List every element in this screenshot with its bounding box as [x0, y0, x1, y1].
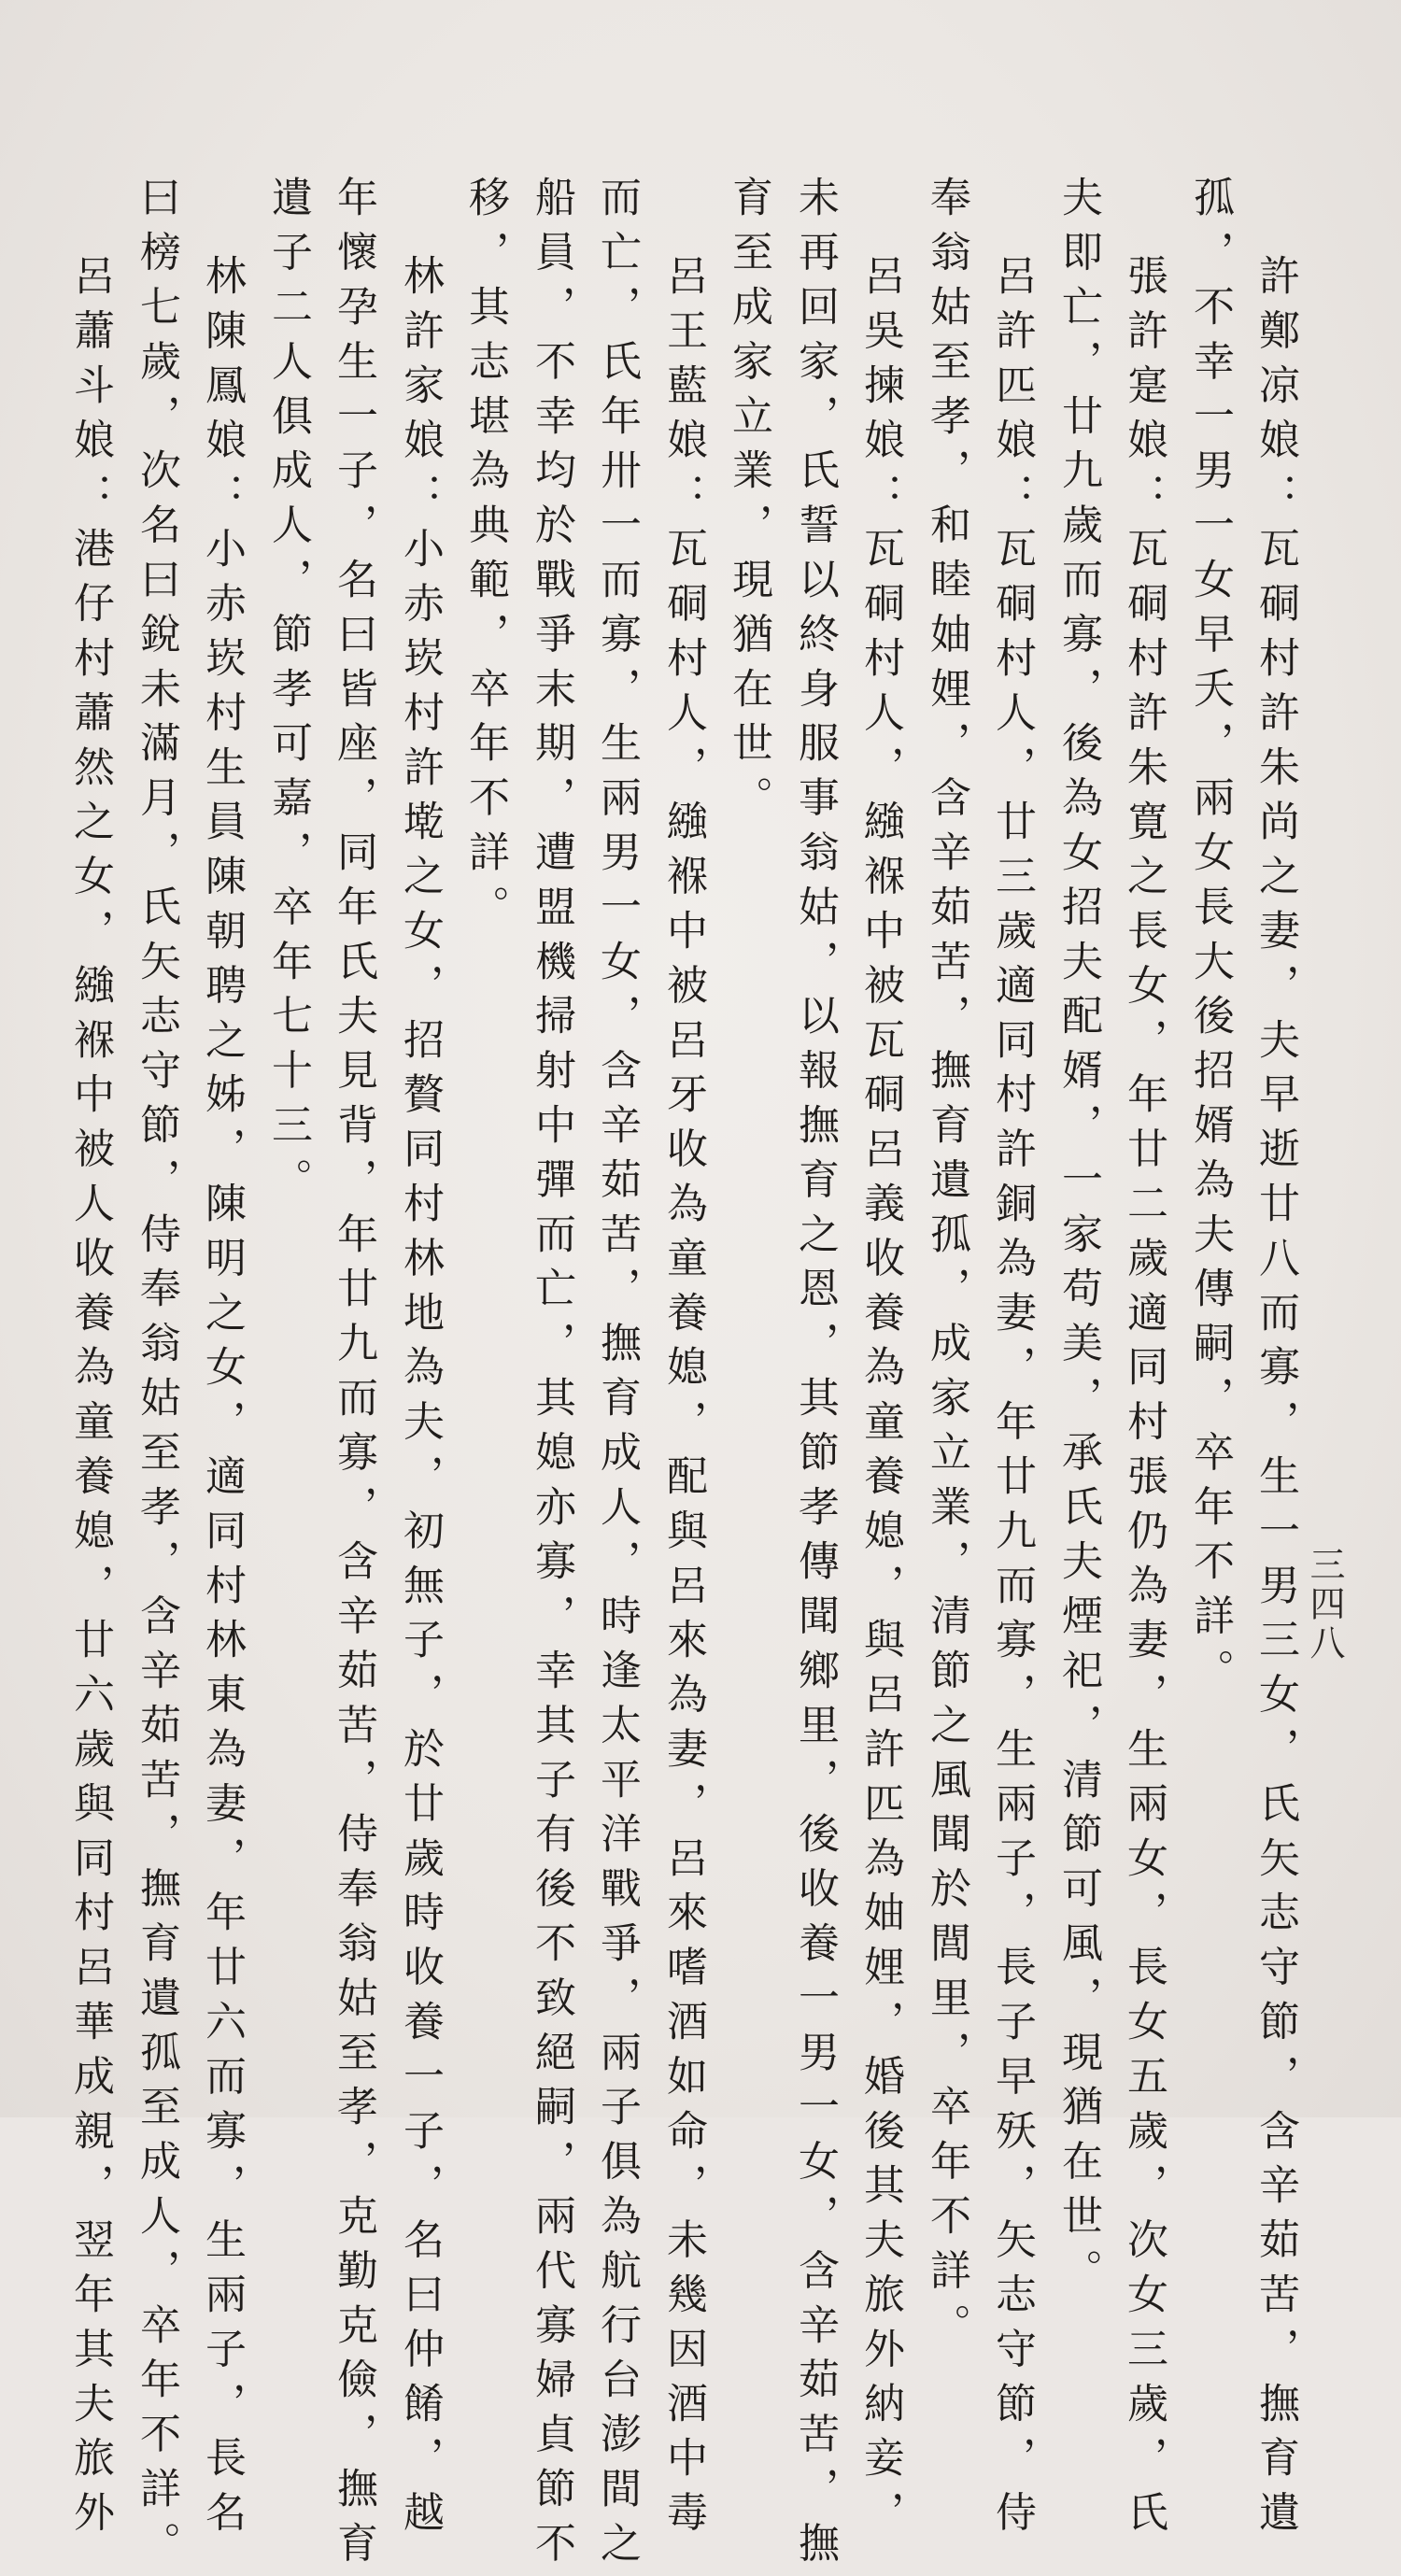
column-text: 呂王藍娘：瓦硐村人，繈褓中被呂牙收為童養媳，配與呂來為妻，呂來嗜酒如命，未幾因酒中毒: [659, 254, 707, 2545]
text-column: [1050, 0, 1106, 2303]
text-column: [457, 0, 513, 2117]
text-column: [260, 0, 316, 2117]
text-column: [1115, 0, 1171, 2545]
column-text: 年懷孕生一子，名曰皆座，同年氏夫見背，年廿九而寡，含辛茹苦，侍奉翁姑至孝，克勤克儉，撫育: [330, 176, 377, 2576]
column-text: 孤，不幸一男一女早夭，兩女長大後招婿為夫傳嗣，卒年不詳。: [1186, 176, 1234, 1704]
column-text: 而亡，氏年卅一而寡，生兩男一女，含辛茹苦，撫育成人，時逢太平洋戰爭，兩子俱為航行台澎間之: [593, 176, 641, 2576]
text-column: [984, 0, 1040, 2545]
text-column: [62, 0, 118, 2545]
column-text: 育至成家立業，現猶在世。: [725, 176, 772, 830]
text-column: [128, 0, 184, 2576]
text-column: [1247, 0, 1303, 2545]
text-column: [391, 0, 447, 2545]
column-text: 呂蕭斗娘：港仔村蕭然之女，繈褓中被人收養為童養媳，廿六歲與同村呂華成親，翌年其夫旅外: [66, 254, 114, 2545]
column-text: 張許寔娘：瓦硐村許朱寛之長女，年廿二歲適同村張仍為妻，生兩女，長女五歲，次女三歲，氏: [1120, 254, 1168, 2545]
column-text: 許鄭凉娘：瓦硐村許朱尚之妻，夫早逝廿八而寡，生一男三女，氏矢志守節，含辛茹苦，撫育遺: [1252, 254, 1299, 2545]
text-column: [655, 0, 711, 2545]
column-text: 呂許匹娘：瓦硐村人，廿三歲適同村許銅為妻，年廿九而寡，生兩子，長子早殀，矢志守節，侍: [988, 254, 1036, 2545]
text-column: [193, 0, 249, 2545]
column-text: 曰榜七歲，次名曰銳未滿月，氏矢志守節，侍奉翁姑至孝，含辛茹苦，撫育遺孤至成人，卒年不詳。: [133, 176, 180, 2576]
text-column: [1182, 0, 1238, 2117]
text-column: [720, 0, 776, 2117]
column-text: 林陳鳳娘：小赤崁村生員陳朝聘之姊，陳明之女，適同村林東為妻，年廿六而寡，生兩子，長名: [198, 254, 246, 2545]
text-column: [325, 0, 381, 2576]
column-text: 未再回家，氏誓以終身服事翁姑，以報撫育之恩，其節孝傳聞鄉里，後收養一男一女，含辛茹苦，撫: [791, 176, 839, 2576]
text-column: [588, 0, 644, 2576]
text-column: [523, 0, 579, 2576]
column-text: 遺子二人俱成人，節孝可嘉，卒年七十三。: [264, 176, 312, 1212]
column-text: 船員，不幸均於戰爭末期，遭盟機掃射中彈而亡，其媳亦寡，幸其子有後不致絕嗣，兩代寡婦貞節不: [528, 176, 575, 2576]
column-text: 呂吳揀娘：瓦硐村人，繈褓中被瓦硐呂義收養為童養媳，與呂許匹為妯娌，婚後其夫旅外納妾，: [856, 254, 904, 2545]
column-text: 夫即亡，廿九歲而寡，後為女招夫配婿，一家苟美，承氏夫煙祀，清節可風，現猶在世。: [1054, 176, 1102, 2303]
text-column: [786, 0, 842, 2576]
page-number: 三四八: [1304, 1546, 1345, 1663]
column-text: 移，其志堪為典範，卒年不詳。: [461, 176, 509, 940]
column-text: 林許家娘：小赤崁村許墘之女，招贅同村林地為夫，初無子，於廿歲時收養一子，名曰仲餚，越: [396, 254, 444, 2545]
text-column: [852, 0, 908, 2545]
text-column: [918, 0, 974, 2357]
column-text: 奉翁姑至孝，和睦妯娌，含辛茹苦，撫育遺孤，成家立業，清節之風聞於閭里，卒年不詳。: [923, 176, 970, 2357]
